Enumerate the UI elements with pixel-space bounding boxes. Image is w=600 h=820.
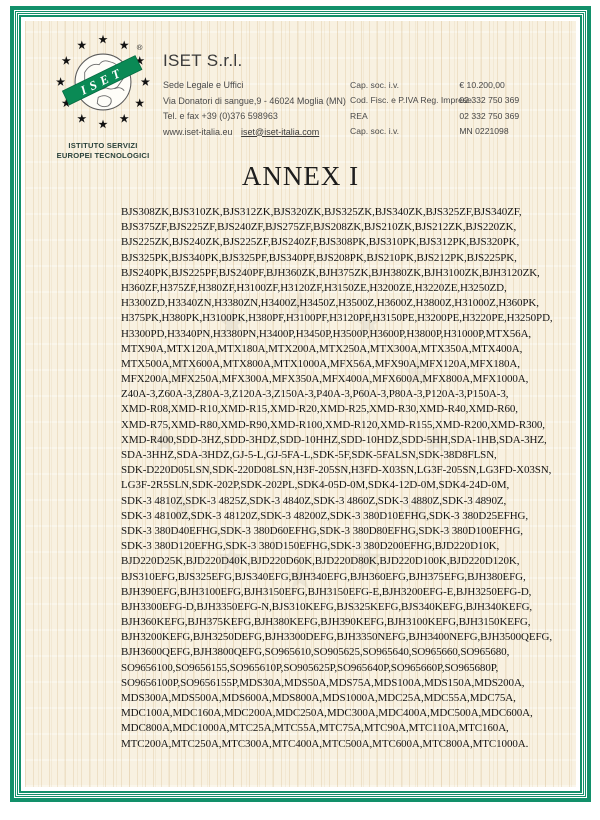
model-code-line: H3300PD,H3340PN,H3380PN,H3400P,H3450P,H3500P,H3600P,H3800P,H31000P,MTX56A, (121, 327, 532, 340)
address-line: Via Donatori di sangue,9 - 46024 Moglia (MN) (163, 95, 346, 106)
model-code-line: H3300ZD,H3340ZN,H3380ZN,H3400Z,H3450Z,H3500Z,H3600Z,H3800Z,H31000Z,H360PK, (121, 297, 539, 310)
model-code-line: MTX90A,MTX120A,MTX180A,MTX200A,MTX250A,MTX300A,MTX350A,MTX400A, (121, 342, 523, 355)
logo-banner-text: ISET (78, 64, 127, 98)
registry-row (350, 78, 519, 93)
company-registry (350, 78, 519, 140)
model-code-line: H375PK,H380PK,H3100PK,H380PF,H3100PF,H3120PF,H3150PE,H3200PE,H3220PE,H3250PD, (121, 312, 553, 325)
decorative-border (10, 6, 591, 802)
model-code-line: BJS310EFG,BJS325EFG,BJS340EFG,BJH340EFG,BJH360EFG,BJH375EFG,BJH380EFG, (121, 570, 526, 583)
address-line: Tel. e fax +39 (0)376 598963 (163, 111, 278, 122)
model-code-line: XMD-R400,SDD-3HZ,SDD-3HDZ,SDD-10HHZ,SDD-10HDZ,SDD-5HH,SDA-1HB,SDA-3HZ, (121, 433, 547, 446)
institute-name: ISTITUTO SERVIZI EUROPEI TECNOLOGICI (56, 141, 150, 160)
model-code-line: BJS325PK,BJS340PK,BJS325PF,BJS340PF,BJS208PK,BJS210PK,BJS212PK,BJS225PK, (121, 251, 517, 264)
registry-label: Cod. Fisc. e P.IVA Reg. Imprese (350, 95, 472, 106)
model-code-line: MDC800A,MDC1000A,MTC25A,MTC55A,MTC75A,MTC90A,MTC110A,MTC160A, (121, 722, 509, 735)
registry-label: Cap. soc. i.v. (350, 80, 400, 90)
model-code-line: BJH3300EFG-D,BJH3350EFG-N,BJS310KEFG,BJS325KEFG,BJS340KEFG,BJH340KEFG, (121, 600, 533, 613)
model-code-line: MTC200A,MTC250A,MTC300A,MTC400A,MTC500A,MTC600A,MTC800A,MTC1000A. (121, 737, 529, 750)
globe-stars-icon (50, 29, 156, 135)
model-code-line: MDS300A,MDS500A,MDS600A,MDS800A,MDS1000A,MDC25A,MDC55A,MDC75A, (121, 692, 516, 704)
registry-label: REA (350, 110, 368, 121)
model-code-line: XMD-R08,XMD-R10,XMD-R15,XMD-R20,XMD-R25,XMD-R30,XMD-R40,XMD-R60, (121, 403, 518, 416)
model-code-line: BJH3600QEFG,BJH3800QEFG,SO965610,SO905625,SO965640,SO965660,SO965680, (121, 646, 510, 659)
model-code-line: BJS240PK,BJS225PF,BJS240PF,BJH360ZK,BJH375ZK,BJH380ZK,BJH3100ZK,BJH3120ZK, (121, 266, 540, 279)
company-name: ISET S.r.l. (163, 51, 243, 70)
model-code-line: SDK-3 380D40EFHG,SDK-3 380D60EFHG,SDK-3 380D80EFHG,SDK-3 380D100EFHG, (121, 524, 523, 537)
registry-value: MN 0221098 (459, 126, 509, 137)
registry-row (350, 109, 519, 124)
email-link[interactable]: iset@iset-italia.com (241, 126, 320, 137)
registry-label: Cap. soc. i.v. (350, 126, 400, 137)
model-code-line: BJD220D25K,BJD220D40K,BJD220D60K,BJD220D80K,BJD220D100K,BJD220D120K, (121, 555, 520, 568)
model-code-line: SDK-3 380D120EFHG,SDK-3 380D150EFHG,SDK-3 380D200EFHG,BJD220D10K, (121, 540, 500, 553)
company-address (163, 78, 346, 125)
iset-logo (41, 29, 165, 160)
model-code-line: MDC100A,MDC160A,MDC200A,MDC250A,MDC300A,MDC400A,MDC500A,MDC600A, (121, 707, 533, 720)
registry-value: 02 332 750 369 (459, 110, 520, 121)
page-content (25, 21, 576, 787)
address-line: Sede Legale e Uffici (163, 80, 244, 90)
model-code-line: H360ZF,H375ZF,H380ZF,H3100ZF,H3120ZF,H3150ZE,H3200ZE,H3220ZE,H3250ZD, (121, 281, 507, 294)
model-code-line: LG3F-2R5SLN,SDK-202P,SDK-202PL,SDK4-05D-0M,SDK4-12D-0M,SDK4-24D-0M, (121, 479, 510, 492)
registry-row (350, 93, 519, 108)
registry-value: € 10.200,00 (459, 80, 505, 90)
model-code-line: MFX200A,MFX250A,MFX300A,MFX350A,MFX400A,MFX600A,MFX800A,MFX1000A, (121, 373, 529, 386)
model-code-line: MTX500A,MTX600A,MTX800A,MTX1000A,MFX56A,MFX90A,MFX120A,MFX180A, (121, 357, 520, 370)
model-code-line: SDK-3 48100Z,SDK-3 48120Z,SDK-3 48200Z,SDK-3 380D10EFHG,SDK-3 380D25EFHG, (121, 509, 529, 522)
registered-mark: ® (136, 43, 143, 53)
model-code-line: BJS225ZK,BJS240ZK,BJS225ZF,BJS240ZF,BJS308PK,BJS310PK,BJS312PK,BJS320PK, (121, 236, 520, 249)
model-code-line: SO9656100P,SO9656155P,MDS30A,MDS50A,MDS75A,MDS100A,MDS150A,MDS200A, (121, 676, 525, 689)
model-code-line: SDK-D220D05LSN,SDK-220D08LSN,H3F-205SN,H3FD-X03SN,LG3F-205SN,LG3FD-X03SN, (121, 464, 552, 477)
model-code-line: Z40A-3,Z60A-3,Z80A-3,Z120A-3,Z150A-3,P40A-3,P60A-3,P80A-3,P120A-3,P150A-3, (121, 388, 509, 401)
registry-value: 02 332 750 369 (459, 95, 520, 106)
model-code-line: BJS308ZK,BJS310ZK,BJS312ZK,BJS320ZK,BJS325ZK,BJS340ZK,BJS325ZF,BJS340ZF, (121, 206, 522, 218)
contact-line (163, 125, 319, 141)
model-code-line: SDA-3HHZ,SDA-3HDZ,GJ-5-L,GJ-5FA-L,SDK-5F,SDK-5FALSN,SDK-38D8FLSN, (121, 449, 497, 461)
model-code-line: SO9656100,SO9656155,SO965610P,SO905625P,SO965640P,SO965660P,SO965680P, (121, 661, 499, 674)
model-code-line: BJH3200KEFG,BJH3250DEFG,BJH3300DEFG,BJH3350NEFG,BJH3400NEFG,BJH3500QEFG, (121, 631, 553, 644)
website-link[interactable]: www.iset-italia.eu (163, 126, 233, 137)
model-code-line: BJH390EFG,BJH3100EFG,BJH3150EFG,BJH3150EFG-E,BJH3200EFG-E,BJH3250EFG-D, (121, 585, 532, 598)
model-code-line: SDK-3 4810Z,SDK-3 4825Z,SDK-3 4840Z,SDK-3 4860Z,SDK-3 4880Z,SDK-3 4890Z, (121, 494, 507, 507)
registry-row (350, 124, 519, 139)
model-code-line: BJH360KEFG,BJH375KEFG,BJH380KEFG,BJH390KEFG,BJH3100KEFG,BJH3150KEFG, (121, 616, 531, 629)
model-code-line: XMD-R75,XMD-R80,XMD-R90,XMD-R100,XMD-R120,XMD-R155,XMD-R200,XMD-R300, (121, 418, 545, 431)
model-code-line: BJS375ZF,BJS225ZF,BJS240ZF,BJS275ZF,BJS208ZK,BJS210ZK,BJS212ZK,BJS220ZK, (121, 221, 517, 234)
model-code-list (121, 205, 553, 752)
annex-title: ANNEX I (241, 161, 360, 191)
